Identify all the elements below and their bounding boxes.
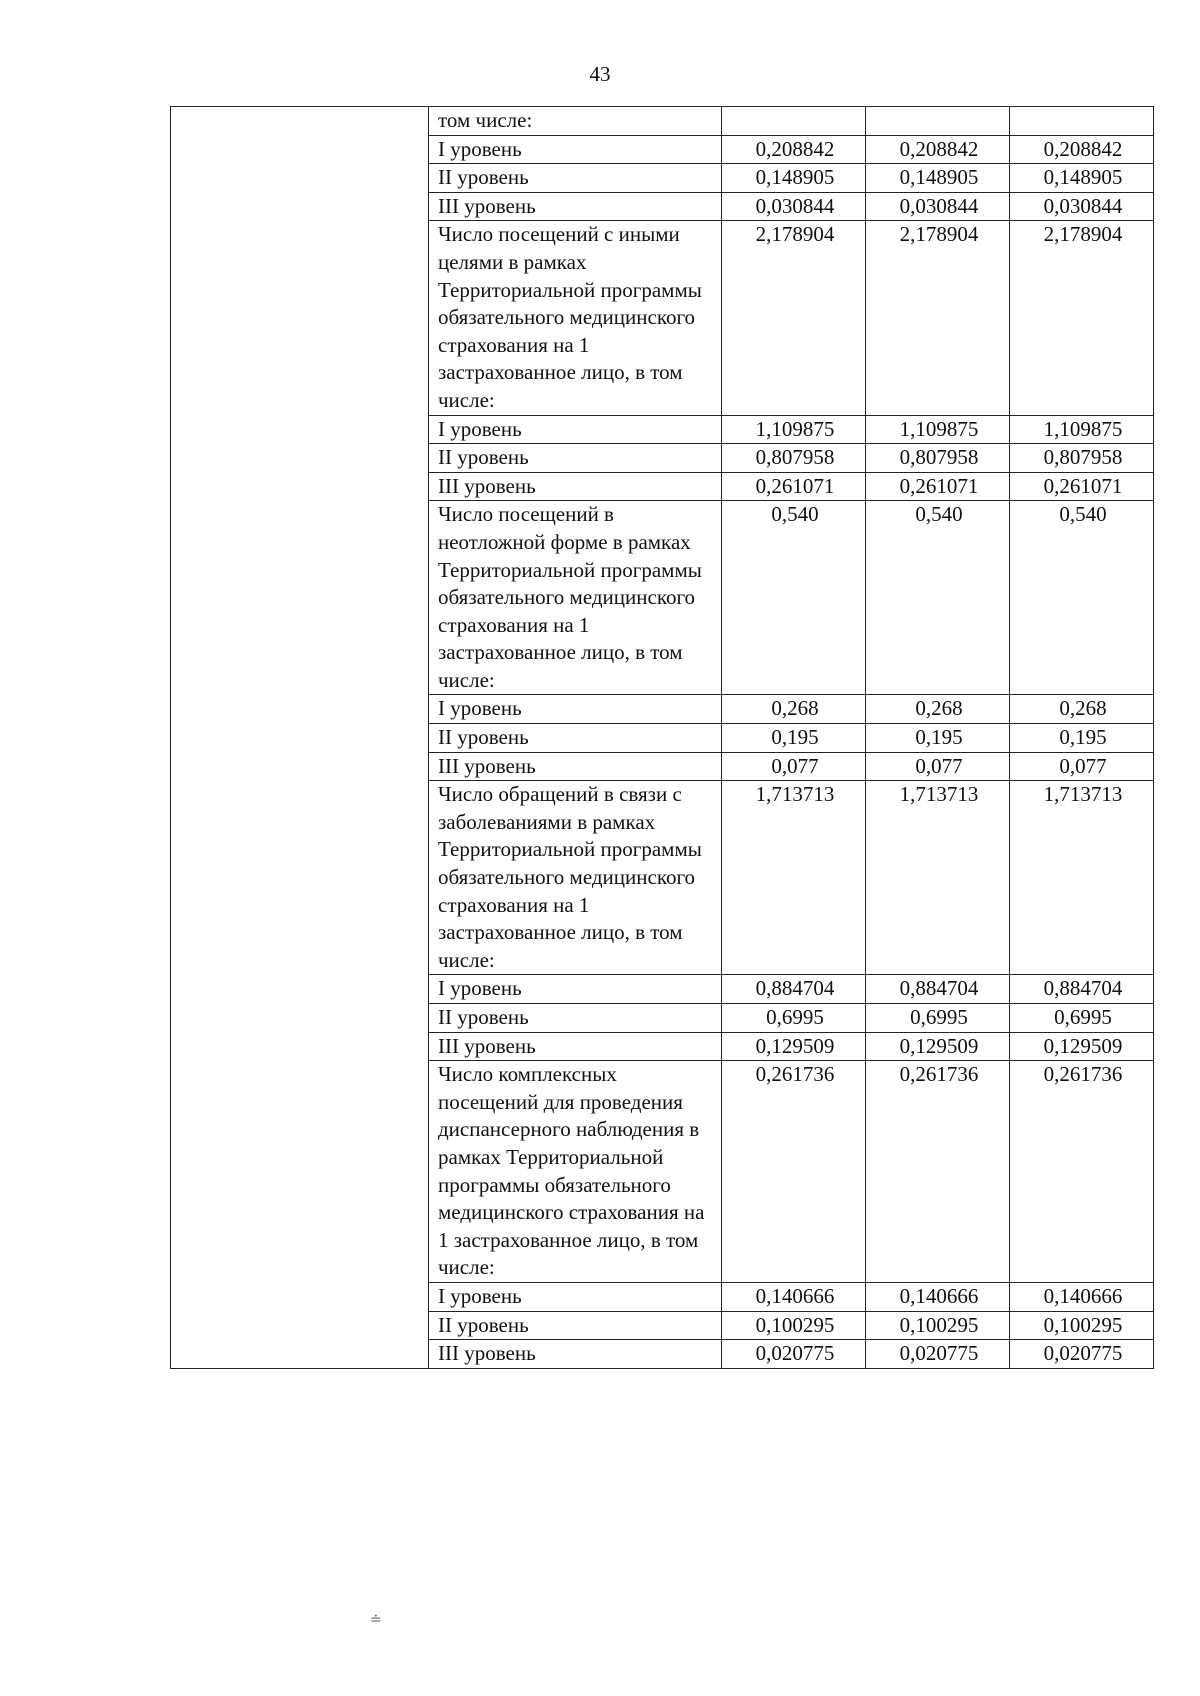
row-label: Число обращений в связи с заболеваниями в рамках Территориальной программы обязательного медицинского страхования на 1 застрахованное лицо, в том числе: (429, 781, 722, 975)
row-label: I уровень (429, 135, 722, 164)
value-cell-3: 0,208842 (1010, 135, 1154, 164)
value-cell-1: 0,140666 (722, 1282, 866, 1311)
row-label: III уровень (429, 1032, 722, 1061)
value-cell-3: 0,268 (1010, 695, 1154, 724)
row-label: III уровень (429, 1340, 722, 1369)
row-label: III уровень (429, 472, 722, 501)
value-cell-2: 1,109875 (866, 415, 1010, 444)
value-cell-3: 0,100295 (1010, 1311, 1154, 1340)
value-cell-3: 0,195 (1010, 724, 1154, 753)
value-cell-1: 0,030844 (722, 192, 866, 221)
empty-left-column (171, 107, 429, 1369)
value-cell-3: 0,077 (1010, 752, 1154, 781)
value-cell-2: 0,6995 (866, 1004, 1010, 1033)
value-cell-1: 0,268 (722, 695, 866, 724)
row-label: Число посещений в неотложной форме в рамках Территориальной программы обязательного медицинского страхования на 1 застрахованное лицо, в том числе: (429, 501, 722, 695)
value-cell-3: 2,178904 (1010, 221, 1154, 415)
value-cell-1: 0,195 (722, 724, 866, 753)
value-cell-2: 0,100295 (866, 1311, 1010, 1340)
value-cell-2: 0,540 (866, 501, 1010, 695)
row-label: I уровень (429, 415, 722, 444)
scan-mark: ≐ (370, 1613, 382, 1628)
value-cell-1: 0,148905 (722, 164, 866, 193)
row-label: III уровень (429, 752, 722, 781)
value-cell-2: 2,178904 (866, 221, 1010, 415)
value-cell-3 (1010, 107, 1154, 136)
value-cell-1: 0,077 (722, 752, 866, 781)
value-cell-1 (722, 107, 866, 136)
value-cell-2: 0,030844 (866, 192, 1010, 221)
row-label: III уровень (429, 192, 722, 221)
page-number: 43 (589, 62, 611, 86)
value-cell-3: 0,261071 (1010, 472, 1154, 501)
row-label: том числе: (429, 107, 722, 136)
value-cell-2: 0,140666 (866, 1282, 1010, 1311)
value-cell-3: 0,6995 (1010, 1004, 1154, 1033)
value-cell-1: 0,100295 (722, 1311, 866, 1340)
value-cell-3: 0,020775 (1010, 1340, 1154, 1369)
value-cell-2: 0,208842 (866, 135, 1010, 164)
value-cell-1: 0,807958 (722, 444, 866, 473)
row-label: I уровень (429, 695, 722, 724)
value-cell-1: 0,261071 (722, 472, 866, 501)
value-cell-1: 0,884704 (722, 975, 866, 1004)
table-body (171, 107, 1154, 1369)
row-label: II уровень (429, 1311, 722, 1340)
value-cell-3: 0,540 (1010, 501, 1154, 695)
value-cell-1: 0,208842 (722, 135, 866, 164)
row-label: II уровень (429, 164, 722, 193)
value-cell-1: 0,261736 (722, 1061, 866, 1283)
row-label: II уровень (429, 724, 722, 753)
value-cell-2: 0,807958 (866, 444, 1010, 473)
value-cell-1: 1,713713 (722, 781, 866, 975)
value-cell-2: 0,261071 (866, 472, 1010, 501)
value-cell-1: 0,020775 (722, 1340, 866, 1369)
value-cell-2: 0,884704 (866, 975, 1010, 1004)
value-cell-1: 0,540 (722, 501, 866, 695)
value-cell-1: 0,6995 (722, 1004, 866, 1033)
value-cell-2: 1,713713 (866, 781, 1010, 975)
row-label: II уровень (429, 444, 722, 473)
row-label: I уровень (429, 1282, 722, 1311)
value-cell-3: 0,129509 (1010, 1032, 1154, 1061)
row-label: II уровень (429, 1004, 722, 1033)
row-label: Число посещений с иными целями в рамках Территориальной программы обязательного медицинского страхования на 1 застрахованное лицо, в том числе: (429, 221, 722, 415)
value-cell-3: 1,713713 (1010, 781, 1154, 975)
value-cell-2: 0,268 (866, 695, 1010, 724)
table-row (171, 107, 1154, 136)
value-cell-2 (866, 107, 1010, 136)
value-cell-2: 0,020775 (866, 1340, 1010, 1369)
value-cell-3: 0,807958 (1010, 444, 1154, 473)
value-cell-2: 0,261736 (866, 1061, 1010, 1283)
value-cell-2: 0,148905 (866, 164, 1010, 193)
value-cell-2: 0,077 (866, 752, 1010, 781)
row-label: Число комплексных посещений для проведения диспансерного наблюдения в рамках Территориальной программы обязательного медицинского страхования на 1 застрахованное лицо, в том числе: (429, 1061, 722, 1283)
value-cell-3: 0,030844 (1010, 192, 1154, 221)
row-label: I уровень (429, 975, 722, 1004)
value-cell-3: 1,109875 (1010, 415, 1154, 444)
value-cell-3: 0,140666 (1010, 1282, 1154, 1311)
value-cell-1: 0,129509 (722, 1032, 866, 1061)
value-cell-2: 0,129509 (866, 1032, 1010, 1061)
value-cell-3: 0,884704 (1010, 975, 1154, 1004)
value-cell-3: 0,261736 (1010, 1061, 1154, 1283)
value-cell-3: 0,148905 (1010, 164, 1154, 193)
value-cell-1: 2,178904 (722, 221, 866, 415)
value-cell-2: 0,195 (866, 724, 1010, 753)
value-cell-1: 1,109875 (722, 415, 866, 444)
data-table (170, 106, 1154, 1369)
